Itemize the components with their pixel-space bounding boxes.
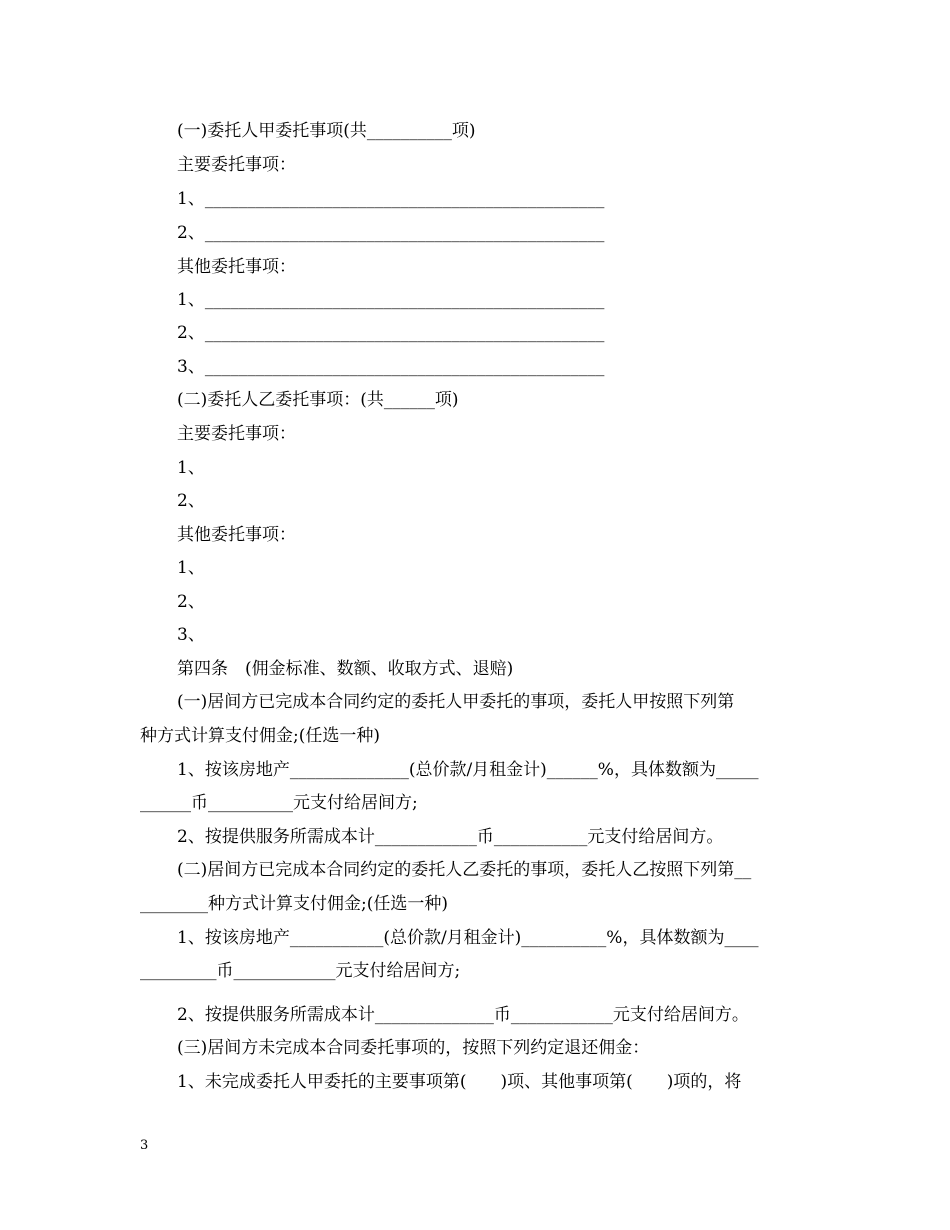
paragraph-line: 种方式计算支付佣金;(任选一种)	[140, 726, 380, 746]
list-item: 3、_______________________________________________	[177, 357, 605, 377]
section-1-heading: (一)委托人甲委托事项(共__________项)	[177, 121, 476, 141]
list-item: 2、_______________________________________________	[177, 223, 605, 243]
paragraph-line: 2、按提供服务所需成本计____________币___________元支付给居间方。	[177, 827, 724, 847]
page-number: 3	[140, 1138, 149, 1153]
list-item: 2、_______________________________________________	[177, 323, 605, 343]
list-item: 2、	[177, 592, 205, 612]
paragraph-line: ______币__________元支付给居间方;	[140, 793, 418, 813]
list-item: 1、	[177, 558, 205, 578]
paragraph-line: (二)居间方已完成本合同约定的委托人乙委托的事项，委托人乙按照下列第__	[177, 860, 752, 880]
other-items-label: 其他委托事项：	[177, 257, 296, 277]
paragraph-line: 2、按提供服务所需成本计______________币____________元支付给居间方。	[177, 1005, 749, 1025]
list-item: 1、_______________________________________________	[177, 290, 605, 310]
list-item: 2、	[177, 491, 205, 511]
section-2-heading: (二)委托人乙委托事项：(共______项)	[177, 390, 459, 410]
paragraph-line: (一)居间方已完成本合同约定的委托人甲委托的事项，委托人甲按照下列第	[177, 692, 735, 712]
other-items-label: 其他委托事项：	[177, 525, 296, 545]
list-item: 3、	[177, 625, 205, 645]
paragraph-line: (三)居间方未完成本合同委托事项的，按照下列约定退还佣金：	[177, 1038, 650, 1058]
list-item: 1、	[177, 458, 205, 478]
paragraph-line: _________币____________元支付给居间方;	[140, 961, 461, 981]
main-items-label: 主要委托事项：	[177, 424, 296, 444]
paragraph-line: 1、按该房地产___________(总价款/月租金计)__________%，具体数额为____	[177, 928, 759, 948]
paragraph-line: 1、未完成委托人甲委托的主要事项第( )项、其他事项第( )项的，将	[177, 1072, 742, 1092]
list-item: 1、_______________________________________________	[177, 189, 605, 209]
paragraph-line: ________种方式计算支付佣金;(任选一种)	[140, 894, 448, 914]
main-items-label: 主要委托事项：	[177, 155, 296, 175]
article-4-heading: 第四条 (佣金标准、数额、收取方式、退赔)	[177, 659, 514, 679]
paragraph-line: 1、按该房地产______________(总价款/月租金计)______%，具体数额为_____	[177, 760, 759, 780]
